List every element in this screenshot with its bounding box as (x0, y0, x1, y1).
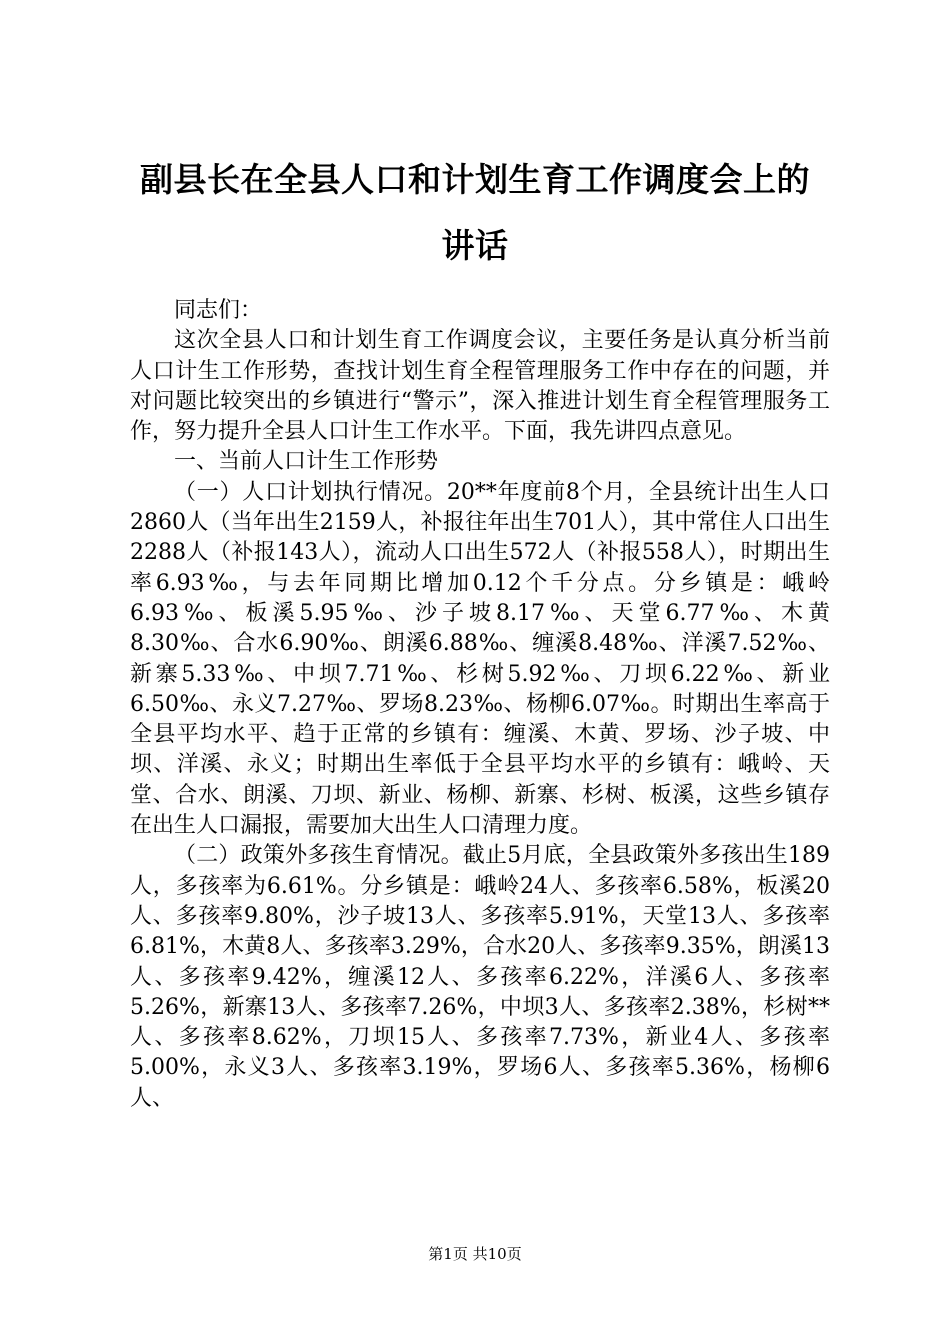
salutation: 同志们： (174, 298, 263, 323)
document-title-line-2: 讲话 (441, 226, 509, 265)
body-paragraph: （二）政策外多孩生育情况。截止5月底，全县政策外多孩出生189人，多孩率为6.61%。分乡镇是：峨岭24人、多孩率6.58%，板溪20人、多孩率9.80%，沙子坡13人、多孩率5.91%，天堂13人、多孩率6.81%，木黄8人、多孩率3.29%，合水20人、多孩率9.35%，朗溪13人、多孩率9.42%，缠溪12人、多孩率6.22%，洋溪6人、多孩率5.26%，新寨13人、多孩率7.26%，中坝3人、多孩率2.38%，杉树**人、多孩率8.62%，刀坝15人、多孩率7.73%，新业4人、多孩率5.00%，永义3人、多孩率3.19%，罗场6人、多孩率5.36%，杨柳6人、 (130, 843, 830, 1111)
body-paragraph: 这次全县人口和计划生育工作调度会议，主要任务是认真分析当前人口计生工作形势，查找计划生育全程管理服务工作中存在的问题，并对问题比较突出的乡镇进行“警示”，深入推进计划生育全程管理服务工作，努力提升全县人口计生工作水平。下面，我先讲四点意见。 (130, 328, 830, 445)
document-title-line-1: 副县长在全县人口和计划生育工作调度会上的 (140, 160, 810, 199)
body-paragraph: （一）人口计划执行情况。20**年度前8个月，全县统计出生人口2860人（当年出生2159人，补报往年出生701人），其中常住人口出生2288人（补报143人），流动人口出生572人（补报558人），时期出生率6.93‰，与去年同期比增加0.12个千分点。分乡镇是：峨岭6.93‰、板溪5.95‰、沙子坡8.17‰、天堂6.77‰、木黄8.30‰、合水6.90‰、朗溪6.88‰、缠溪8.48‰、洋溪7.52‰、新寨5.33‰、中坝7.71‰、杉树5.92‰、刀坝6.22‰、新业6.50‰、永义7.27‰、罗场8.23‰、杨柳6.07‰。时期出生率高于全县平均水平、趋于正常的乡镇有：缠溪、木黄、罗场、沙子坡、中坝、洋溪、永义；时期出生率低于全县平均水平的乡镇有：峨岭、天堂、合水、朗溪、刀坝、新业、杨柳、新寨、杉树、板溪，这些乡镇存在出生人口漏报，需要加大出生人口清理力度。 (130, 479, 830, 839)
page-footer: 第1页 共10页 (428, 1245, 522, 1263)
section-heading: 一、当前人口计生工作形势 (174, 449, 439, 475)
document-body (130, 296, 830, 1114)
